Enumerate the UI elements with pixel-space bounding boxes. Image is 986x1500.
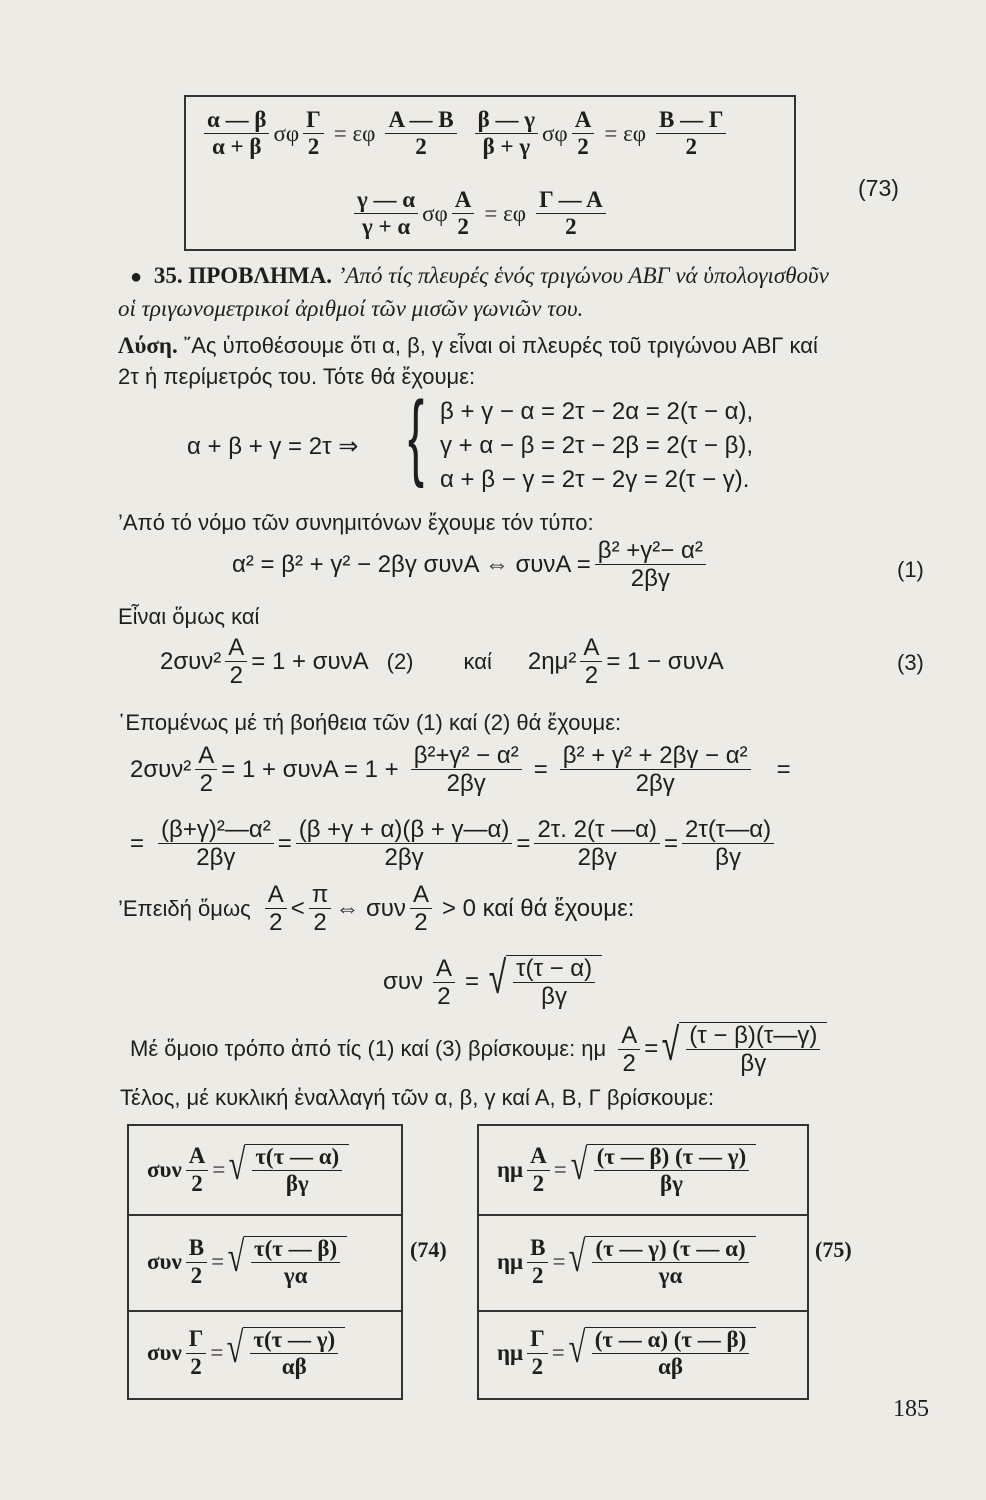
fraction xyxy=(592,1328,750,1379)
denominator: 2 xyxy=(437,982,451,1010)
table-74-row-c xyxy=(129,1310,401,1396)
denominator: 2 xyxy=(565,214,577,240)
denominator: 2 xyxy=(229,662,243,690)
equals-sign: = xyxy=(552,1249,566,1274)
denominator: 2 xyxy=(269,909,283,937)
numerator: (τ — α) (τ — β) xyxy=(592,1328,750,1354)
denominator: 2 xyxy=(457,214,469,240)
system-eq-2: γ + α − β = 2τ − 2β = 2(τ − β), xyxy=(440,432,754,459)
cos-squared: 2συν² xyxy=(130,755,192,783)
fraction xyxy=(186,1327,207,1378)
numerator: Β xyxy=(527,1236,548,1262)
fraction xyxy=(618,1023,640,1076)
equals-sign: = xyxy=(776,755,791,783)
square-root xyxy=(223,1323,345,1379)
formula-73-line2 xyxy=(350,188,610,239)
result-sin-half-angle xyxy=(130,1019,827,1078)
denominator: 2βγ xyxy=(635,770,675,798)
numerator: β² + γ² + 2βγ − α² xyxy=(560,743,751,770)
equals-sign: = xyxy=(211,1249,225,1274)
result-cos-half-angle xyxy=(383,952,602,1011)
denominator: 2 xyxy=(685,134,697,160)
numerator: (β +γ + α)(β + γ—α) xyxy=(296,817,513,844)
fraction xyxy=(580,635,602,688)
since-line xyxy=(118,882,634,935)
cos-fn: συν xyxy=(147,1340,182,1365)
denominator: 2 xyxy=(531,1353,544,1379)
solution-intro-line2: 2τ ἡ περίμετρός του. Τότε θά ἔχουμε: xyxy=(118,364,476,389)
denominator: 2βγ xyxy=(577,844,617,872)
denominator: 2 xyxy=(199,770,213,798)
numerator: Α xyxy=(195,743,217,770)
numerator: β — γ xyxy=(475,108,538,134)
numerator: Β — Γ xyxy=(656,108,726,134)
cos-fn: συν xyxy=(147,1157,182,1182)
table-75-row-c xyxy=(479,1310,807,1396)
sin-fn: ημ xyxy=(497,1249,524,1274)
equals-sign: = xyxy=(551,1340,565,1365)
denominator: 2 xyxy=(414,909,428,937)
problem-title: 35. ΠΡΟΒΛΗΜΑ. xyxy=(153,263,332,288)
denominator: βγ xyxy=(715,844,741,872)
numerator: Α xyxy=(265,882,287,909)
denominator: β + γ xyxy=(482,134,531,160)
numerator: τ(τ — γ) xyxy=(250,1328,338,1354)
denominator: 2 xyxy=(415,134,427,160)
formula-number-73: (73) xyxy=(858,175,899,201)
denominator: γα xyxy=(283,1263,308,1288)
square-root xyxy=(485,952,602,1011)
cosine-law-intro: ’Από τό νόμο τῶν συνημιτόνων ἔχουμε τόν τύπο: xyxy=(118,510,594,535)
left-brace: { xyxy=(408,382,425,489)
numerator: Γ xyxy=(303,108,324,134)
numerator: (τ — β) (τ — γ) xyxy=(594,1145,749,1171)
numerator: Α — Β xyxy=(385,108,456,134)
numerator: (τ — γ) (τ — α) xyxy=(592,1237,748,1263)
equation-number-1: (1) xyxy=(897,557,924,582)
fraction xyxy=(527,1144,550,1195)
system-eq-1: β + γ − α = 2τ − 2α = 2(τ − α), xyxy=(440,398,754,425)
fraction xyxy=(572,108,595,159)
denominator: 2βγ xyxy=(630,565,670,593)
cos-fn: συν xyxy=(383,968,423,996)
fraction xyxy=(225,635,247,688)
equals-sign: = xyxy=(663,829,678,857)
finally-text: Τέλος, μέ κυκλική ἐναλλαγή τῶν α, β, γ καί Α, Β, Γ βρίσκουμε: xyxy=(120,1085,715,1110)
fraction xyxy=(452,188,475,239)
numerator: Α xyxy=(572,108,595,134)
hence-text: ῾Επομένως μέ τή βοήθεια τῶν (1) καί (2) θά ἔχουμε: xyxy=(118,710,622,735)
denominator: 2 xyxy=(532,1170,545,1196)
square-root xyxy=(565,1323,757,1379)
numerator: Α xyxy=(433,956,455,983)
solution-intro-text: ῎Ας ὑποθέσουμε ὅτι α, β, γ εἶναι οἱ πλευρές τοῦ τριγώνου ΑΒΓ καί xyxy=(183,333,818,358)
sin-fn: ημ xyxy=(497,1157,524,1182)
square-root xyxy=(224,1232,347,1288)
since-post: > 0 καί θά ἔχουμε: xyxy=(441,894,635,922)
radical-icon: √ xyxy=(569,1232,586,1281)
fraction xyxy=(513,956,595,1009)
denominator: α + β xyxy=(211,134,262,160)
table-74-row-b xyxy=(129,1214,401,1312)
equals-tan: = εφ xyxy=(484,200,527,226)
table-75 xyxy=(477,1124,809,1400)
numerator: Γ xyxy=(527,1327,548,1353)
derivation-line-1 xyxy=(130,743,791,796)
radical-icon: √ xyxy=(570,1140,588,1189)
radical-icon: √ xyxy=(226,1323,244,1372)
fraction xyxy=(309,882,332,935)
numerator: 2τ. 2(τ —α) xyxy=(534,817,660,844)
fraction xyxy=(186,1144,209,1195)
numerator: Α xyxy=(618,1023,640,1050)
numerator: (β+γ)²—α² xyxy=(158,817,274,844)
numerator: Α xyxy=(527,1144,550,1170)
equals-sign: = xyxy=(212,1157,226,1182)
numerator: 2τ(τ—α) xyxy=(682,817,774,844)
radical-icon: √ xyxy=(662,1019,680,1070)
table-75-row-a xyxy=(479,1126,807,1216)
cot-fn: σφ xyxy=(273,120,300,146)
fraction xyxy=(433,956,455,1009)
numerator: β²+γ² − α² xyxy=(411,743,522,770)
numerator: τ(τ — α) xyxy=(252,1145,342,1171)
fraction xyxy=(250,1328,338,1379)
denominator: 2 xyxy=(622,1049,636,1077)
denominator: αβ xyxy=(281,1354,307,1379)
similar-text: Μέ ὅμοιο τρόπο ἀπό τίς (1) καί (3) βρίσκουμε: ημ xyxy=(130,1036,607,1062)
also-text: Εἶναι ὅμως καί xyxy=(118,604,260,629)
numerator: γ — α xyxy=(354,188,418,214)
numerator: Γ xyxy=(186,1327,207,1353)
denominator: 2βγ xyxy=(196,844,236,872)
cot-fn: σφ xyxy=(422,200,448,226)
fraction xyxy=(594,1145,749,1196)
cot-fn: σφ xyxy=(542,120,568,146)
sum-of-sides: α + β + γ = 2τ ⇒ xyxy=(187,433,359,460)
square-root xyxy=(565,1232,755,1288)
fraction xyxy=(411,743,522,796)
fraction xyxy=(385,108,456,159)
radical-icon: √ xyxy=(227,1232,245,1281)
numerator: π xyxy=(309,882,332,909)
denominator: 2βγ xyxy=(384,844,424,872)
sin-squared: 2ημ² xyxy=(527,647,577,675)
numerator: τ(τ — β) xyxy=(251,1237,340,1263)
derivation-mid: = 1 + συνΑ = 1 + xyxy=(221,755,399,783)
fraction xyxy=(186,1236,207,1287)
numerator: τ(τ − α) xyxy=(513,956,595,983)
equation-1 xyxy=(232,538,710,591)
equation-2 xyxy=(160,635,724,688)
denominator: 2 xyxy=(313,909,327,937)
denominator: 2 xyxy=(190,1262,203,1288)
table-75-row-b xyxy=(479,1214,807,1312)
fraction xyxy=(534,817,660,870)
numerator: (τ − β)(τ—γ) xyxy=(686,1023,820,1050)
denominator: γα xyxy=(658,1263,683,1288)
equation-number-2: (2) xyxy=(386,648,414,674)
denominator: 2 xyxy=(577,134,589,160)
denominator: γ + α xyxy=(361,214,411,240)
numerator: Α xyxy=(186,1144,209,1170)
fraction xyxy=(560,743,751,796)
fraction xyxy=(527,1236,548,1287)
bullet-icon: ● xyxy=(130,266,143,288)
equals-sign: = xyxy=(464,968,479,996)
cos-fn: συν xyxy=(147,1249,182,1274)
numerator: Γ — Α xyxy=(536,188,606,214)
denominator: 2 xyxy=(532,1262,544,1288)
numerator: α — β xyxy=(204,108,269,134)
fraction xyxy=(595,538,706,591)
fraction xyxy=(296,817,513,870)
fraction xyxy=(592,1237,748,1288)
equals-sign: = xyxy=(553,1157,567,1182)
denominator: 2 xyxy=(191,1170,203,1196)
fraction xyxy=(475,108,538,159)
numerator: Β xyxy=(186,1236,207,1262)
table-74 xyxy=(127,1124,403,1400)
fraction xyxy=(158,817,274,870)
system-eq-3: α + β − γ = 2τ − 2γ = 2(τ − γ). xyxy=(440,466,750,493)
solution-label: Λύση. xyxy=(118,333,178,358)
since-text: ’Επειδή ὅμως xyxy=(118,895,251,921)
formula-73-line1 xyxy=(200,108,730,159)
equation-2-rhs: = 1 + συνΑ xyxy=(251,647,369,675)
equals-sign: = xyxy=(533,755,548,783)
denominator: βγ xyxy=(285,1171,309,1196)
fraction xyxy=(251,1237,340,1288)
derivation-line-2 xyxy=(130,817,778,870)
equals-sign: = xyxy=(130,829,145,857)
square-root xyxy=(225,1140,349,1196)
fraction xyxy=(303,108,324,159)
and-text: καί xyxy=(463,648,492,674)
problem-statement-line2: οἱ τριγωνομετρικοί ἀριθμοί τῶν μισῶν γωνιῶν του. xyxy=(118,296,584,321)
equals-tan: = εφ xyxy=(604,120,646,146)
denominator: βγ xyxy=(740,1050,767,1078)
radical-icon: √ xyxy=(568,1323,586,1372)
formula-number-75: (75) xyxy=(815,1237,852,1262)
sin-fn: ημ xyxy=(497,1340,524,1365)
fraction xyxy=(410,882,432,935)
fraction xyxy=(656,108,726,159)
cos-squared: 2συν² xyxy=(160,647,222,675)
fraction xyxy=(536,188,606,239)
fraction xyxy=(265,882,287,935)
denominator: βγ xyxy=(541,983,567,1011)
fraction xyxy=(252,1145,342,1196)
fraction xyxy=(204,108,269,159)
equals-sign: = xyxy=(210,1340,224,1365)
square-root xyxy=(658,1019,827,1078)
equals-sign: = xyxy=(516,829,531,857)
formula-number-74: (74) xyxy=(410,1237,447,1262)
equation-1-lhs: α² = β² + γ² − 2βγ συνΑ ⇔ συνΑ = xyxy=(232,550,591,578)
solution-intro-line1 xyxy=(118,333,818,359)
table-74-row-a xyxy=(129,1126,401,1216)
numerator: Α xyxy=(225,635,247,662)
numerator: Α xyxy=(452,188,475,214)
denominator: 2βγ xyxy=(446,770,486,798)
problem-heading xyxy=(130,263,829,289)
numerator: Α xyxy=(410,882,432,909)
page-number: 185 xyxy=(893,1396,929,1422)
square-root xyxy=(567,1140,756,1196)
denominator: αβ xyxy=(658,1354,683,1379)
iff-cos: ⇔ συν xyxy=(335,894,406,922)
denominator: βγ xyxy=(659,1171,683,1196)
fraction xyxy=(686,1023,820,1076)
equals-sign: = xyxy=(277,829,292,857)
fraction xyxy=(195,743,217,796)
denominator: 2 xyxy=(584,662,599,690)
less-than: < xyxy=(290,894,305,922)
equation-3-rhs: = 1 − συνΑ xyxy=(606,647,724,675)
equals-tan: = εφ xyxy=(333,120,376,146)
radical-icon: √ xyxy=(488,952,507,1003)
fraction xyxy=(527,1327,548,1378)
radical-icon: √ xyxy=(228,1140,246,1189)
fraction xyxy=(354,188,418,239)
equation-number-3: (3) xyxy=(897,650,924,675)
denominator: 2 xyxy=(307,134,320,160)
problem-statement-line1: ’Από τίς πλευρές ἑνός τριγώνου ΑΒΓ νά ὑπολογισθοῦν xyxy=(337,263,829,288)
numerator: β² +γ²− α² xyxy=(595,538,706,565)
fraction xyxy=(682,817,774,870)
equals-sign: = xyxy=(644,1035,659,1063)
numerator: Α xyxy=(580,635,602,662)
denominator: 2 xyxy=(190,1353,202,1379)
